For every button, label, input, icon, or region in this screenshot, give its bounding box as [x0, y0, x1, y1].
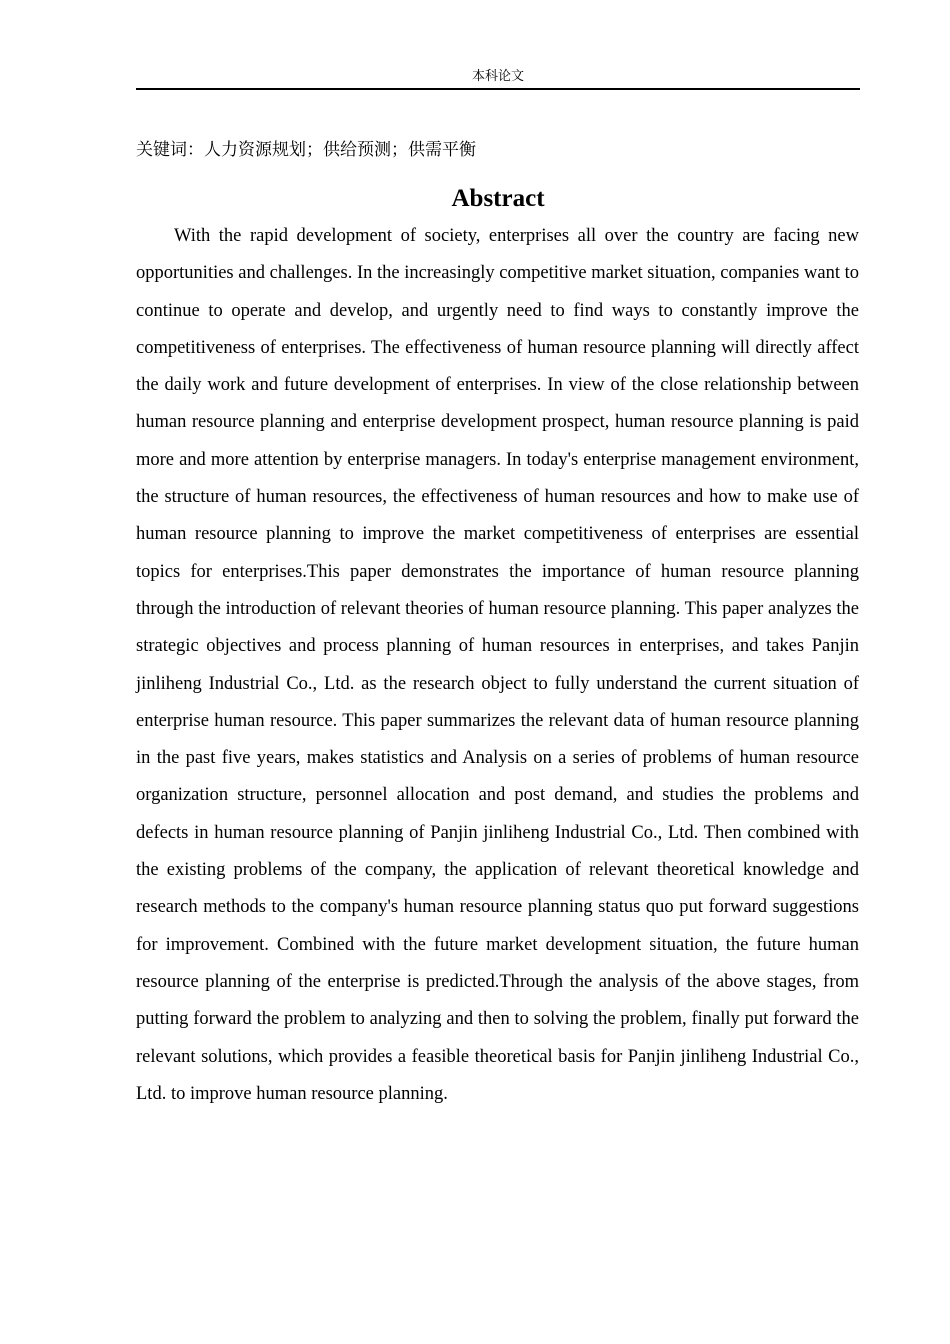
page-header: [136, 68, 860, 90]
keywords-line: [136, 136, 860, 164]
abstract-title: Abstract: [451, 185, 545, 212]
abstract-body: With the rapid development of society, enterprises all over the country are facing new opportunities and challenges. In the increasingly competitive market situation, companies want to continue to operate and develop, and urgently need to find ways to constantly improve the competitiveness of enterprises. The effectiveness of human resource planning will directly affect the daily work and future development of enterprises. In view of the close relationship between human resource planning and enterprise development prospect, human resource planning is paid more and more attention by enterprise managers. In today's enterprise management environment, the structure of human resources, the effectiveness of human resources and how to make use of human resource planning to improve the market competitiveness of enterprises are essential topics for enterprises.This paper demonstrates the importance of human resource planning through the introduction of relevant theories of human resource planning. This paper analyzes the strategic objectives and process planning of human resources in enterprises, and takes Panjin jinliheng Industrial Co., Ltd. as the research object to fully understand the current situation of enterprise human resource. This paper summarizes the relevant data of human resource planning in the past five years, makes statistics and Analysis on a series of problems of human resource organization structure, personnel allocation and post demand, and studies the problems and defects in human resource planning of Panjin jinliheng Industrial Co., Ltd. Then combined with the existing problems of the company, the application of relevant theoretical knowledge and research methods to the company's human resource planning status quo put forward suggestions for improvement. Combined with the future market development situation, the future human resource planning of the enterprise is predicted.Through the analysis of the above stages, from putting forward the problem to analyzing and then to solving the problem, finally put forward the relevant solutions, which provides a feasible theoretical basis for Panjin jinliheng Industrial Co., Ltd. to improve human resource planning.: [136, 226, 859, 1104]
header-title: 本科论文: [471, 69, 524, 84]
keywords-label: 关键词：: [136, 140, 204, 160]
keywords-terms: 人力资源规划；供给预测；供需平衡: [204, 140, 476, 160]
